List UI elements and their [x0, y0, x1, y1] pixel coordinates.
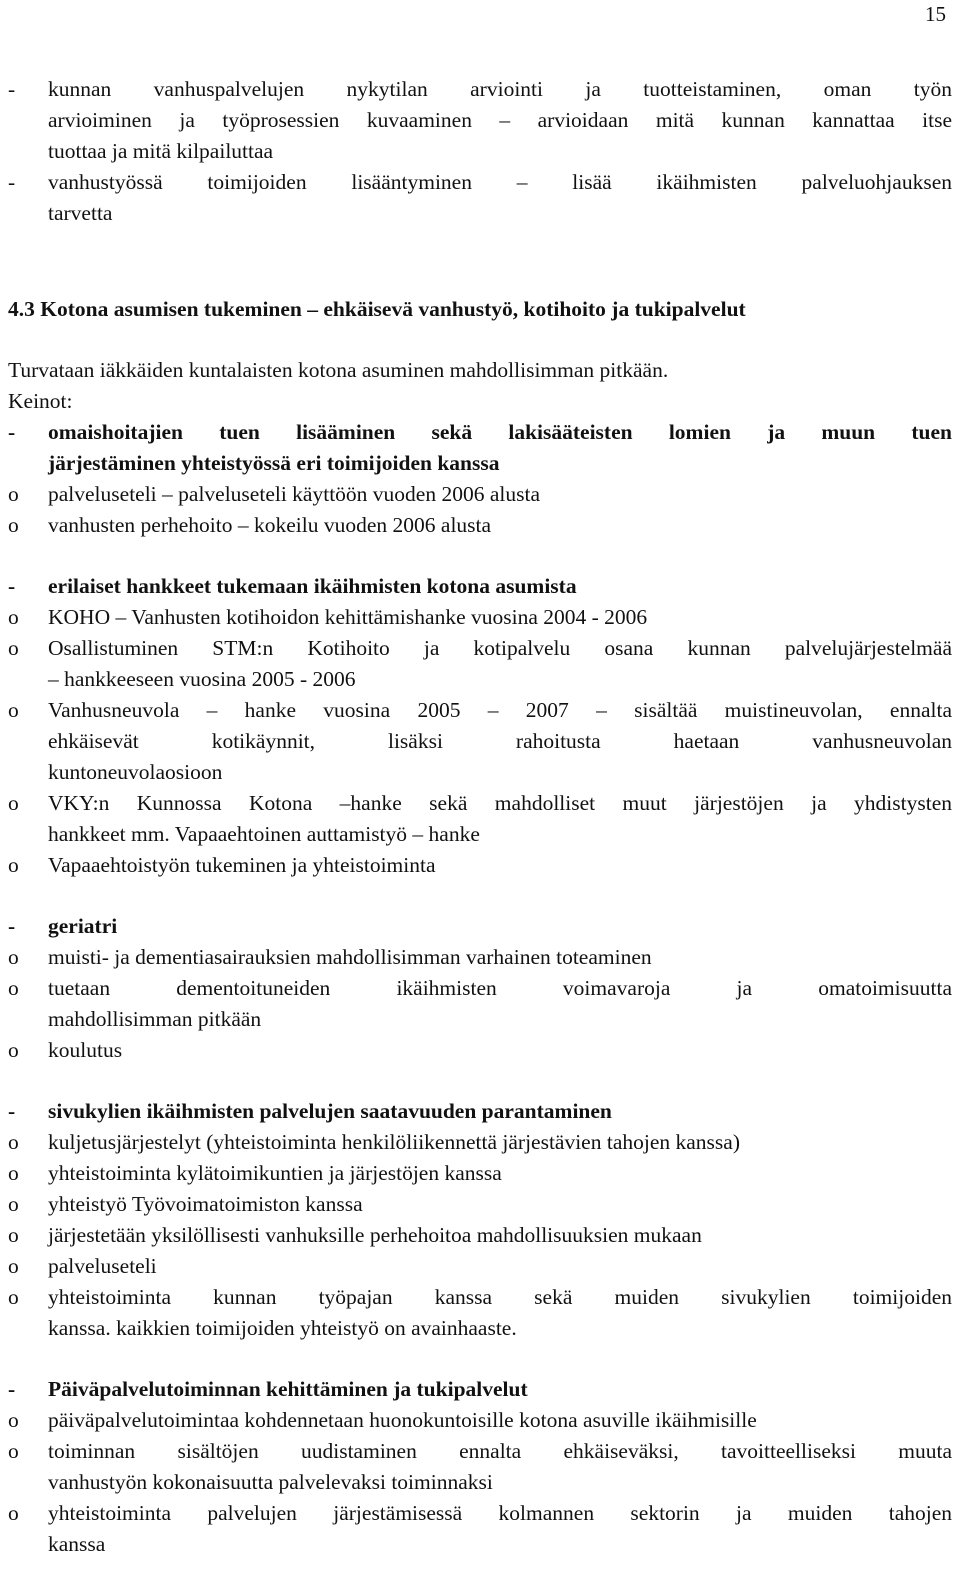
list-item-line [8, 1529, 952, 1560]
bullet-o: o [8, 1192, 19, 1216]
list-item-line [8, 633, 952, 664]
bullet-dash: - [8, 1377, 16, 1401]
list-item-line [8, 850, 952, 881]
group-title: Päiväpalvelutoiminnan kehittäminen ja tukipalvelut [48, 1377, 528, 1401]
list-item-text: Osallistuminen STM:n Kotihoito ja kotipalvelu osana kunnan palvelujärjestelmää [48, 636, 952, 660]
bullet-o: o [8, 1408, 19, 1432]
bullet-o: o [8, 605, 19, 629]
list-item-text: yhteistoiminta kylätoimikuntien ja järjestöjen kanssa [48, 1161, 502, 1185]
bullet-o: o [8, 791, 19, 815]
list-item-line [8, 1127, 952, 1158]
list-item-line [8, 757, 952, 788]
group-title-line [8, 571, 952, 602]
bullet-o: o [8, 482, 19, 506]
list-item-line [8, 198, 952, 229]
list-item-line [8, 1035, 952, 1066]
spacer [8, 541, 952, 571]
list-item-text: muisti- ja dementiasairauksien mahdollisimman varhainen toteaminen [48, 945, 652, 969]
list-item-line [8, 942, 952, 973]
list-item-text: yhteistoiminta palvelujen järjestämisessä kolmannen sektorin ja muiden tahojen [48, 1501, 952, 1525]
list-item-text: mahdollisimman pitkään [48, 1007, 262, 1031]
list-item-line [8, 819, 952, 850]
bullet-dash: - [8, 1099, 16, 1123]
spacer [8, 325, 952, 355]
intro-sentence: Turvataan iäkkäiden kuntalaisten kotona asuminen mahdollisimman pitkään. [8, 358, 669, 382]
list-item-line [8, 1189, 952, 1220]
bullet-dash: - [8, 914, 16, 938]
list-item-line [8, 602, 952, 633]
list-item-text: VKY:n Kunnossa Kotona –hanke sekä mahdolliset muut järjestöjen ja yhdistysten [48, 791, 952, 815]
list-item-text: Vapaaehtoistyön tukeminen ja yhteistoiminta [48, 853, 436, 877]
bullet-o: o [8, 1038, 19, 1062]
list-item-text: kanssa [48, 1532, 106, 1556]
list-item-line [8, 1313, 952, 1344]
list-item-text: vanhustyön kokonaisuutta palvelevaksi toiminnaksi [48, 1470, 493, 1494]
list-item-text: palveluseteli – palveluseteli käyttöön vuoden 2006 alusta [48, 482, 540, 506]
list-item-line [8, 1158, 952, 1189]
section-heading: 4.3 Kotona asumisen tukeminen – ehkäisevä vanhustyö, kotihoito ja tukipalvelut [8, 297, 746, 321]
group-title-line [8, 417, 952, 448]
list-item-text: vanhusten perhehoito – kokeilu vuoden 2006 alusta [48, 513, 492, 537]
group-title-line [8, 911, 952, 942]
list-item-line [8, 664, 952, 695]
list-item-line [8, 1282, 952, 1313]
list-item-text: järjestetään yksilöllisesti vanhuksille perhehoitoa mahdollisuuksien mukaan [48, 1223, 702, 1247]
list-item-text: tuetaan dementoituneiden ikäihmisten voimavaroja ja omatoimisuutta [48, 976, 952, 1000]
list-item-text: ehkäisevät kotikäynnit, lisäksi rahoitusta haetaan vanhusneuvolan [48, 729, 952, 753]
list-item-line [8, 1405, 952, 1436]
bullet-o: o [8, 1130, 19, 1154]
list-item-line [8, 1498, 952, 1529]
list-item-line [8, 105, 952, 136]
list-item-text: – hankkeeseen vuosina 2005 - 2006 [48, 667, 356, 691]
list-item-text: koulutus [48, 1038, 123, 1062]
page-number: 15 [925, 2, 946, 26]
list-item-line [8, 695, 952, 726]
list-item-text: vanhustyössä toimijoiden lisääntyminen – lisää ikäihmisten palveluohjauksen [48, 170, 952, 194]
spacer [8, 881, 952, 911]
list-item-text: yhteistoiminta kunnan työpajan kanssa sekä muiden sivukylien toimijoiden [48, 1285, 952, 1309]
bullet-o: o [8, 698, 19, 722]
list-item-text: kuljetusjärjestelyt (yhteistoiminta henkilöliikennettä järjestävien tahojen kanssa) [48, 1130, 740, 1154]
list-item-text: hankkeet mm. Vapaaehtoinen auttamistyö – hanke [48, 822, 480, 846]
spacer [8, 263, 952, 293]
list-item-line [8, 74, 952, 105]
list-item-text: tuottaa ja mitä kilpailuttaa [48, 139, 274, 163]
list-item-text: arvioiminen ja työprosessien kuvaaminen – arvioidaan mitä kunnan kannattaa itse [48, 108, 952, 132]
bullet-o: o [8, 1285, 19, 1309]
list-item-line [8, 510, 952, 541]
list-item-line [8, 1467, 952, 1498]
list-item-line [8, 973, 952, 1004]
list-item-text: tarvetta [48, 201, 113, 225]
bullet-o: o [8, 976, 19, 1000]
spacer [8, 229, 952, 263]
list-item-line [8, 1436, 952, 1467]
list-item-text: yhteistyö Työvoimatoimiston kanssa [48, 1192, 363, 1216]
list-item-line [8, 788, 952, 819]
list-item-text: kuntoneuvolaosioon [48, 760, 223, 784]
group-title-line [8, 1096, 952, 1127]
group-title: järjestäminen yhteistyössä eri toimijoiden kanssa [48, 451, 500, 475]
list-item-text: kunnan vanhuspalvelujen nykytilan arviointi ja tuotteistaminen, oman työn [48, 77, 952, 101]
bullet-dash: - [8, 77, 16, 101]
group-title: geriatri [48, 914, 118, 938]
spacer [8, 1344, 952, 1374]
bullet-o: o [8, 1254, 19, 1278]
bullet-o: o [8, 945, 19, 969]
list-item-text: palveluseteli [48, 1254, 157, 1278]
list-item-text: kanssa. kaikkien toimijoiden yhteistyö on avainhaaste. [48, 1316, 517, 1340]
list-item-text: Vanhusneuvola – hanke vuosina 2005 – 2007 – sisältää muistineuvolan, ennalta [48, 698, 952, 722]
list-item-line [8, 1251, 952, 1282]
bullet-dash: - [8, 170, 16, 194]
bullet-o: o [8, 1161, 19, 1185]
list-item-text: KOHO – Vanhusten kotihoidon kehittämishanke vuosina 2004 - 2006 [48, 605, 648, 629]
list-item-text: päiväpalvelutoimintaa kohdennetaan huonokuntoisille kotona asuville ikäihmisille [48, 1408, 757, 1432]
group-title-line [8, 1374, 952, 1405]
bullet-dash: - [8, 574, 16, 598]
document-body [8, 74, 952, 1560]
group-title: erilaiset hankkeet tukemaan ikäihmisten kotona asumista [48, 574, 577, 598]
bullet-o: o [8, 853, 19, 877]
group-title-line [8, 448, 952, 479]
bullet-o: o [8, 1501, 19, 1525]
bullet-o: o [8, 1223, 19, 1247]
spacer [8, 1066, 952, 1096]
list-item-text: toiminnan sisältöjen uudistaminen ennalta ehkäiseväksi, tavoitteelliseksi muuta [48, 1439, 952, 1463]
keinot-label: Keinot: [8, 389, 73, 413]
bullet-o: o [8, 1439, 19, 1463]
list-item-line [8, 1220, 952, 1251]
list-item-line [8, 167, 952, 198]
bullet-o: o [8, 513, 19, 537]
bullet-o: o [8, 636, 19, 660]
list-item-line [8, 136, 952, 167]
list-item-line [8, 1004, 952, 1035]
group-title: omaishoitajien tuen lisääminen sekä lakisääteisten lomien ja muun tuen [48, 420, 952, 444]
bullet-dash: - [8, 420, 16, 444]
list-item-line [8, 726, 952, 757]
group-title: sivukylien ikäihmisten palvelujen saatavuuden parantaminen [48, 1099, 612, 1123]
list-item-line [8, 479, 952, 510]
